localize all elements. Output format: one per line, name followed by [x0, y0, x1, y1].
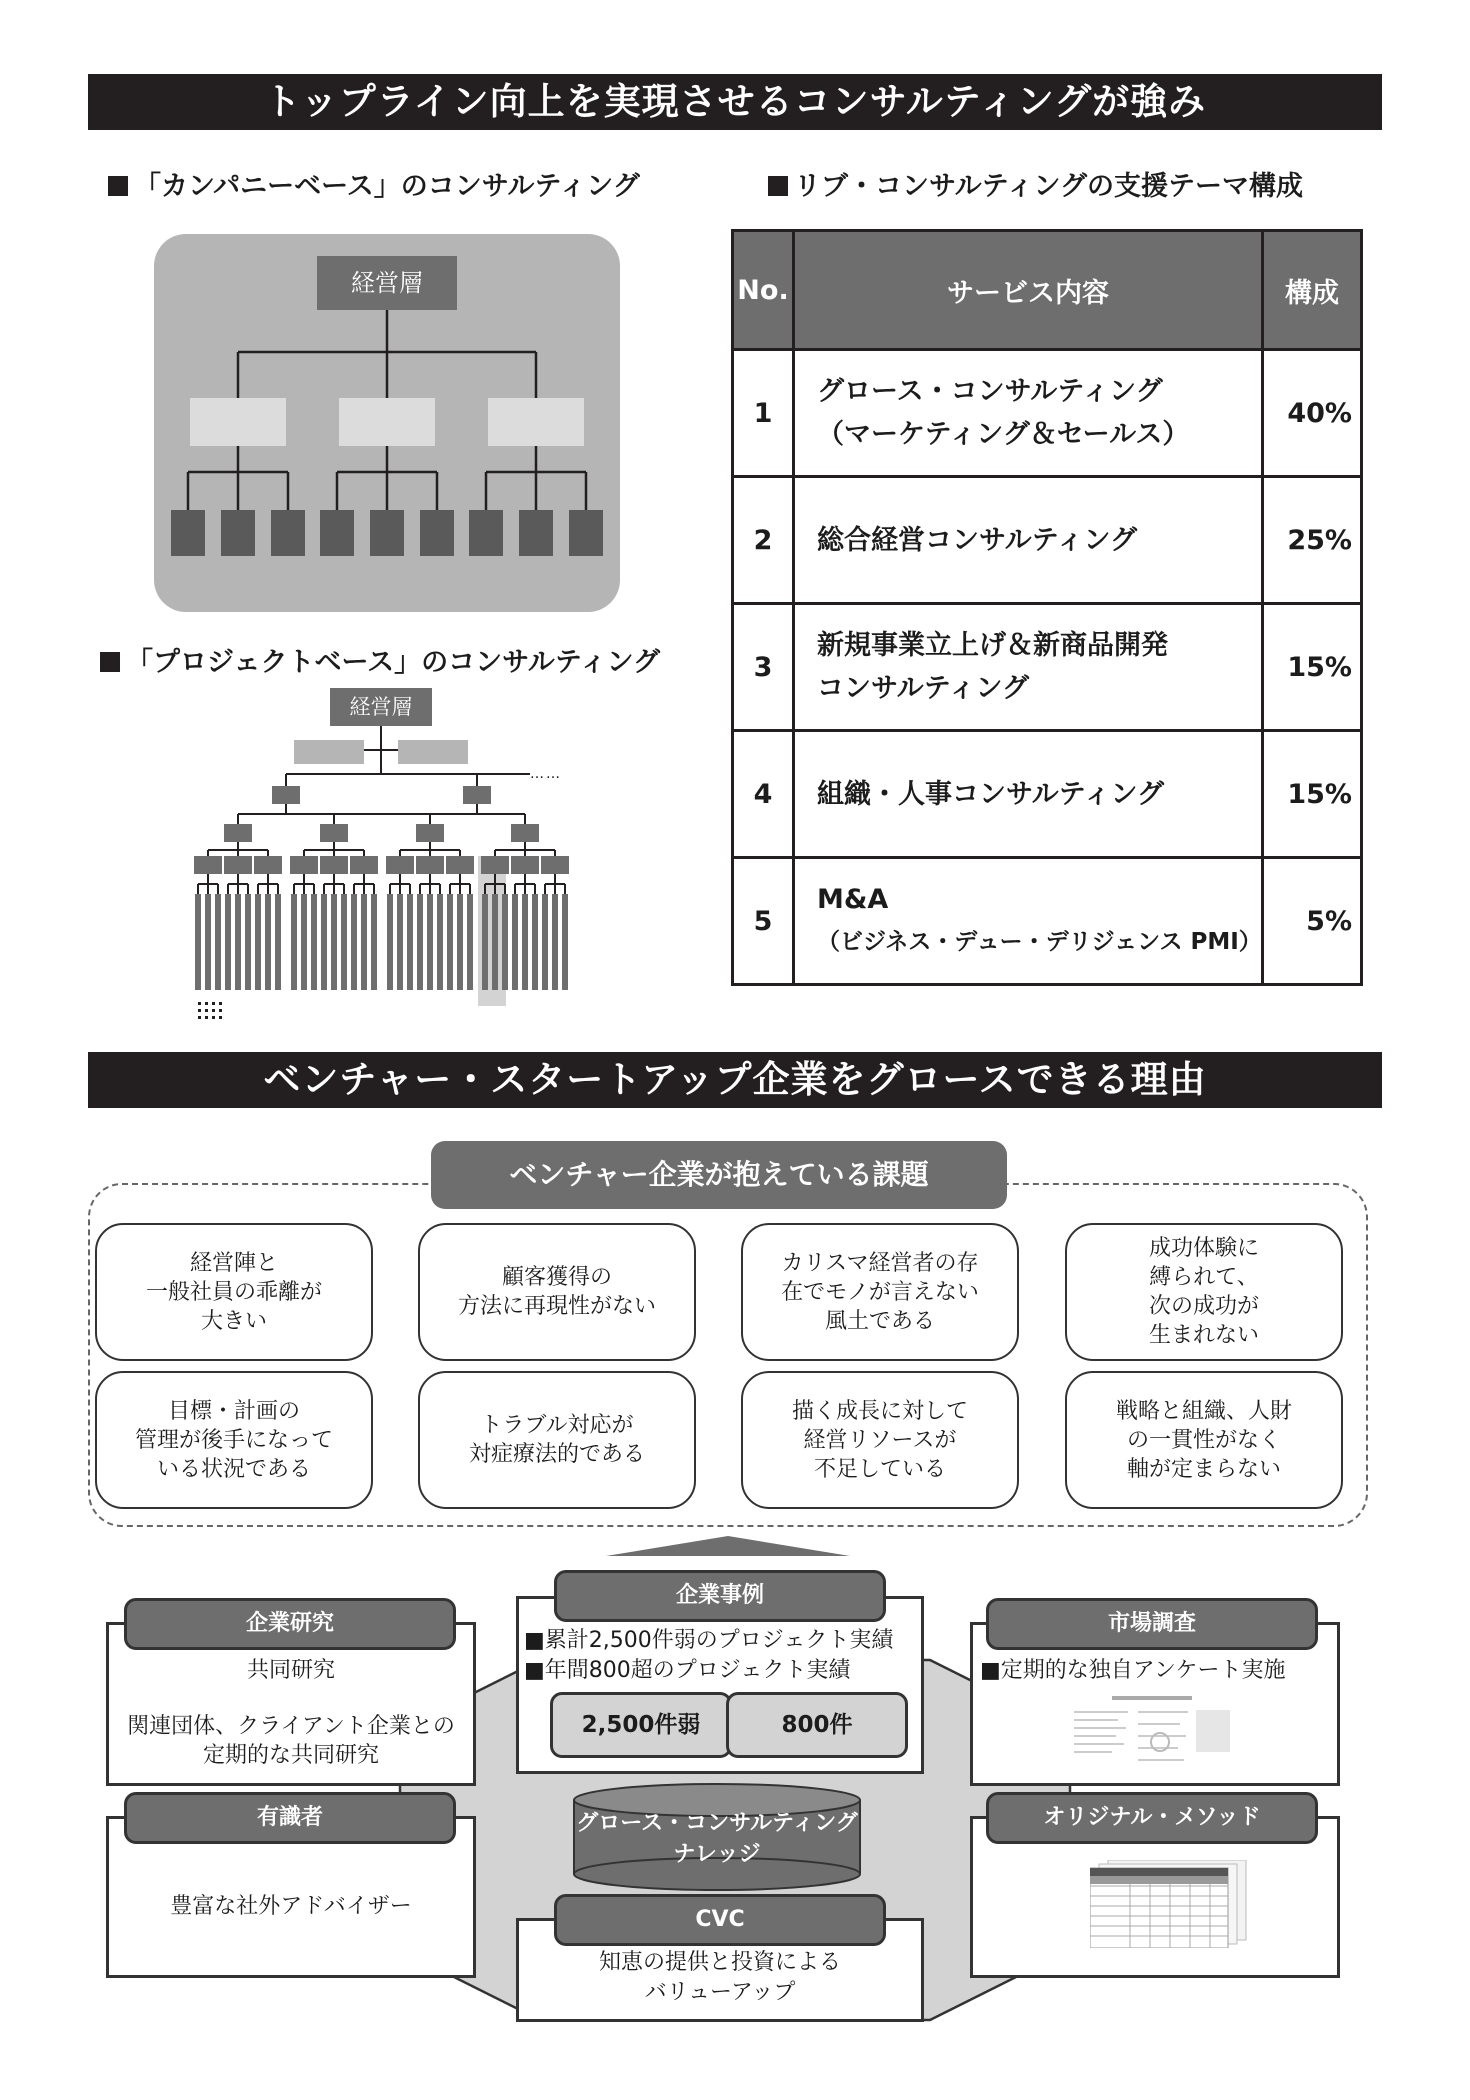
project-leaf: [235, 894, 241, 990]
project-leaf: [351, 894, 357, 990]
service-line: コンサルティング: [817, 673, 1029, 704]
row-share: 15%: [1263, 731, 1362, 858]
project-leaf: [437, 894, 443, 990]
project-dots: [219, 1016, 222, 1019]
table-row: [733, 604, 1362, 731]
row-no: 3: [733, 604, 794, 731]
project-leaf: [291, 894, 297, 990]
table-row: [733, 350, 1362, 477]
cvc-line: バリューアップ: [644, 1980, 796, 2005]
project-node: [481, 856, 509, 874]
project-leaf: [275, 894, 281, 990]
themes-heading-text: リブ・コンサルティングの支援テーマ構成: [794, 171, 1303, 202]
cases-stat-total: 2,500件弱: [550, 1692, 732, 1758]
project-leaf: [371, 894, 377, 990]
project-leaf: [321, 894, 327, 990]
project-dots: [205, 1016, 208, 1019]
method-title: オリジナル・メソッド: [986, 1792, 1318, 1844]
project-leaf: [245, 894, 251, 990]
project-leaf: [265, 894, 271, 990]
row-service: [794, 604, 1263, 731]
project-leaf: [562, 894, 568, 990]
project-leaf: [522, 894, 528, 990]
square-bullet-icon: [100, 652, 120, 672]
row-service: [794, 477, 1263, 604]
project-leaf: [467, 894, 473, 990]
project-node: [511, 856, 539, 874]
project-org-lines: [190, 684, 590, 1024]
row-service: [794, 350, 1263, 477]
col-share-header: 構成: [1263, 231, 1362, 350]
row-no: 5: [733, 858, 794, 985]
row-share: 15%: [1263, 604, 1362, 731]
project-leaf: [457, 894, 463, 990]
challenge-card: 描く成長に対して 経営リソースが 不足している: [741, 1371, 1019, 1509]
project-node: [290, 856, 318, 874]
project-leaf: [447, 894, 453, 990]
up-arrow-icon: [606, 1536, 850, 1556]
project-dots: [198, 1002, 201, 1005]
col-no-header: No.: [733, 231, 794, 350]
challenge-card: カリスマ経営者の存 在でモノが言えない 風土である: [741, 1223, 1019, 1361]
table-row: [733, 858, 1362, 985]
challenge-card: 目標・計画の 管理が後手になって いる状況である: [95, 1371, 373, 1509]
project-leaf: [397, 894, 403, 990]
project-leaf: [552, 894, 558, 990]
project-node: [320, 824, 348, 842]
challenge-card: トラブル対応が 対症療法的である: [418, 1371, 696, 1509]
col-service-header: サービス内容: [794, 231, 1263, 350]
research-title: 企業研究: [124, 1598, 456, 1650]
row-service: [794, 731, 1263, 858]
row-share: 25%: [1263, 477, 1362, 604]
project-leaf: [542, 894, 548, 990]
challenge-card: 成功体験に 縛られて、 次の成功が 生まれない: [1065, 1223, 1343, 1361]
service-line: （ビジネス・デュー・デリジェンス PMI）: [817, 929, 1262, 955]
project-node: [463, 786, 491, 804]
challenges-title: ベンチャー企業が抱えている課題: [431, 1141, 1007, 1209]
project-dots: [205, 1002, 208, 1005]
project-base-heading-text: 「プロジェクトベース」のコンサルティング: [126, 647, 661, 678]
square-bullet-icon: [108, 176, 128, 196]
square-bullet-icon: [768, 176, 788, 196]
cvc-line: 知恵の提供と投資による: [598, 1950, 841, 1975]
project-base-chart: [190, 684, 590, 1024]
section1-banner: トップライン向上を実現させるコンサルティングが強み: [88, 74, 1382, 130]
project-dots: [219, 1002, 222, 1005]
project-dots: [198, 1016, 201, 1019]
experts-line: 豊富な社外アドバイザー: [170, 1894, 412, 1919]
row-no: 2: [733, 477, 794, 604]
project-leaf: [311, 894, 317, 990]
experts-title: 有識者: [124, 1792, 456, 1844]
project-leaf: [427, 894, 433, 990]
service-line: 組織・人事コンサルティング: [817, 778, 1164, 810]
company-top-node: 経営層: [317, 256, 457, 310]
project-node: [416, 856, 444, 874]
row-no: 4: [733, 731, 794, 858]
service-line: 総合経営コンサルティング: [817, 524, 1137, 556]
project-dots: [212, 1009, 215, 1012]
project-leaf: [255, 894, 261, 990]
project-leaf: [492, 894, 498, 990]
knowledge-label-line: グロース・コンサルティング: [576, 1811, 858, 1836]
project-leaf: [341, 894, 347, 990]
research-line: 定期的な共同研究: [202, 1743, 379, 1768]
project-dots: [205, 1009, 208, 1012]
project-sub-node: [294, 740, 364, 764]
project-top-node: 経営層: [330, 688, 432, 726]
cases-title: 企業事例: [554, 1570, 886, 1622]
service-line: M&A: [817, 884, 889, 915]
table-row: [733, 477, 1362, 604]
project-chart-ellipsis: ……: [530, 766, 562, 782]
method-thumbnail-image: [1090, 1860, 1250, 1948]
themes-table: [731, 229, 1363, 986]
project-leaf: [361, 894, 367, 990]
service-line: （マーケティング＆セールス）: [817, 419, 1190, 450]
project-leaf: [407, 894, 413, 990]
project-node: [350, 856, 378, 874]
cases-line: ■年間800超のプロジェクト実績: [524, 1658, 851, 1683]
project-dots: [219, 1009, 222, 1012]
project-leaf: [331, 894, 337, 990]
service-line: 新規事業立上げ＆新商品開発: [817, 630, 1168, 661]
project-node: [511, 824, 539, 842]
project-leaf: [195, 894, 201, 990]
challenge-card: 経営陣と 一般社員の乖離が 大きい: [95, 1223, 373, 1361]
project-node: [272, 786, 300, 804]
project-leaf: [215, 894, 221, 990]
project-node: [416, 824, 444, 842]
project-node: [224, 856, 252, 874]
row-service: [794, 858, 1263, 985]
table-header-row: [733, 231, 1362, 350]
project-leaf: [502, 894, 508, 990]
project-dots: [212, 1016, 215, 1019]
row-share: 40%: [1263, 350, 1362, 477]
project-node: [254, 856, 282, 874]
project-node: [194, 856, 222, 874]
project-leaf: [512, 894, 518, 990]
company-base-chart: [154, 234, 620, 612]
project-node: [541, 856, 569, 874]
project-node: [386, 856, 414, 874]
project-leaf: [387, 894, 393, 990]
row-no: 1: [733, 350, 794, 477]
project-leaf: [301, 894, 307, 990]
company-base-heading: [108, 164, 640, 203]
knowledge-label-line: ナレッジ: [673, 1842, 761, 1867]
challenge-card: 顧客獲得の 方法に再現性がない: [418, 1223, 696, 1361]
project-leaf: [225, 894, 231, 990]
cvc-title: CVC: [554, 1894, 886, 1946]
themes-heading: [768, 164, 1303, 203]
market-line: ■定期的な独自アンケート実施: [980, 1658, 1286, 1683]
project-dots: [212, 1002, 215, 1005]
project-node: [320, 856, 348, 874]
project-leaf: [532, 894, 538, 990]
service-line: グロース・コンサルティング: [817, 376, 1163, 407]
project-node: [224, 824, 252, 842]
project-base-heading: [100, 640, 660, 679]
knowledge-label: [576, 1808, 858, 1870]
project-leaf: [205, 894, 211, 990]
project-leaf: [417, 894, 423, 990]
market-title: 市場調査: [986, 1598, 1318, 1650]
project-sub-node: [398, 740, 468, 764]
research-line: 共同研究: [246, 1658, 335, 1683]
row-share: 5%: [1263, 858, 1362, 985]
section2-banner: ベンチャー・スタートアップ企業をグロースできる理由: [88, 1052, 1382, 1108]
research-line: 関連団体、クライアント企業との: [127, 1714, 455, 1739]
company-base-heading-text: 「カンパニーベース」のコンサルティング: [134, 171, 640, 202]
survey-thumbnail-image: [1068, 1694, 1238, 1770]
project-node: [446, 856, 474, 874]
project-dots: [198, 1009, 201, 1012]
project-leaf: [482, 894, 488, 990]
challenge-card: 戦略と組織、人財 の一貫性がなく 軸が定まらない: [1065, 1371, 1343, 1509]
cases-line: ■累計2,500件弱のプロジェクト実績: [524, 1628, 894, 1653]
cases-stat-annual: 800件: [726, 1692, 908, 1758]
table-row: [733, 731, 1362, 858]
